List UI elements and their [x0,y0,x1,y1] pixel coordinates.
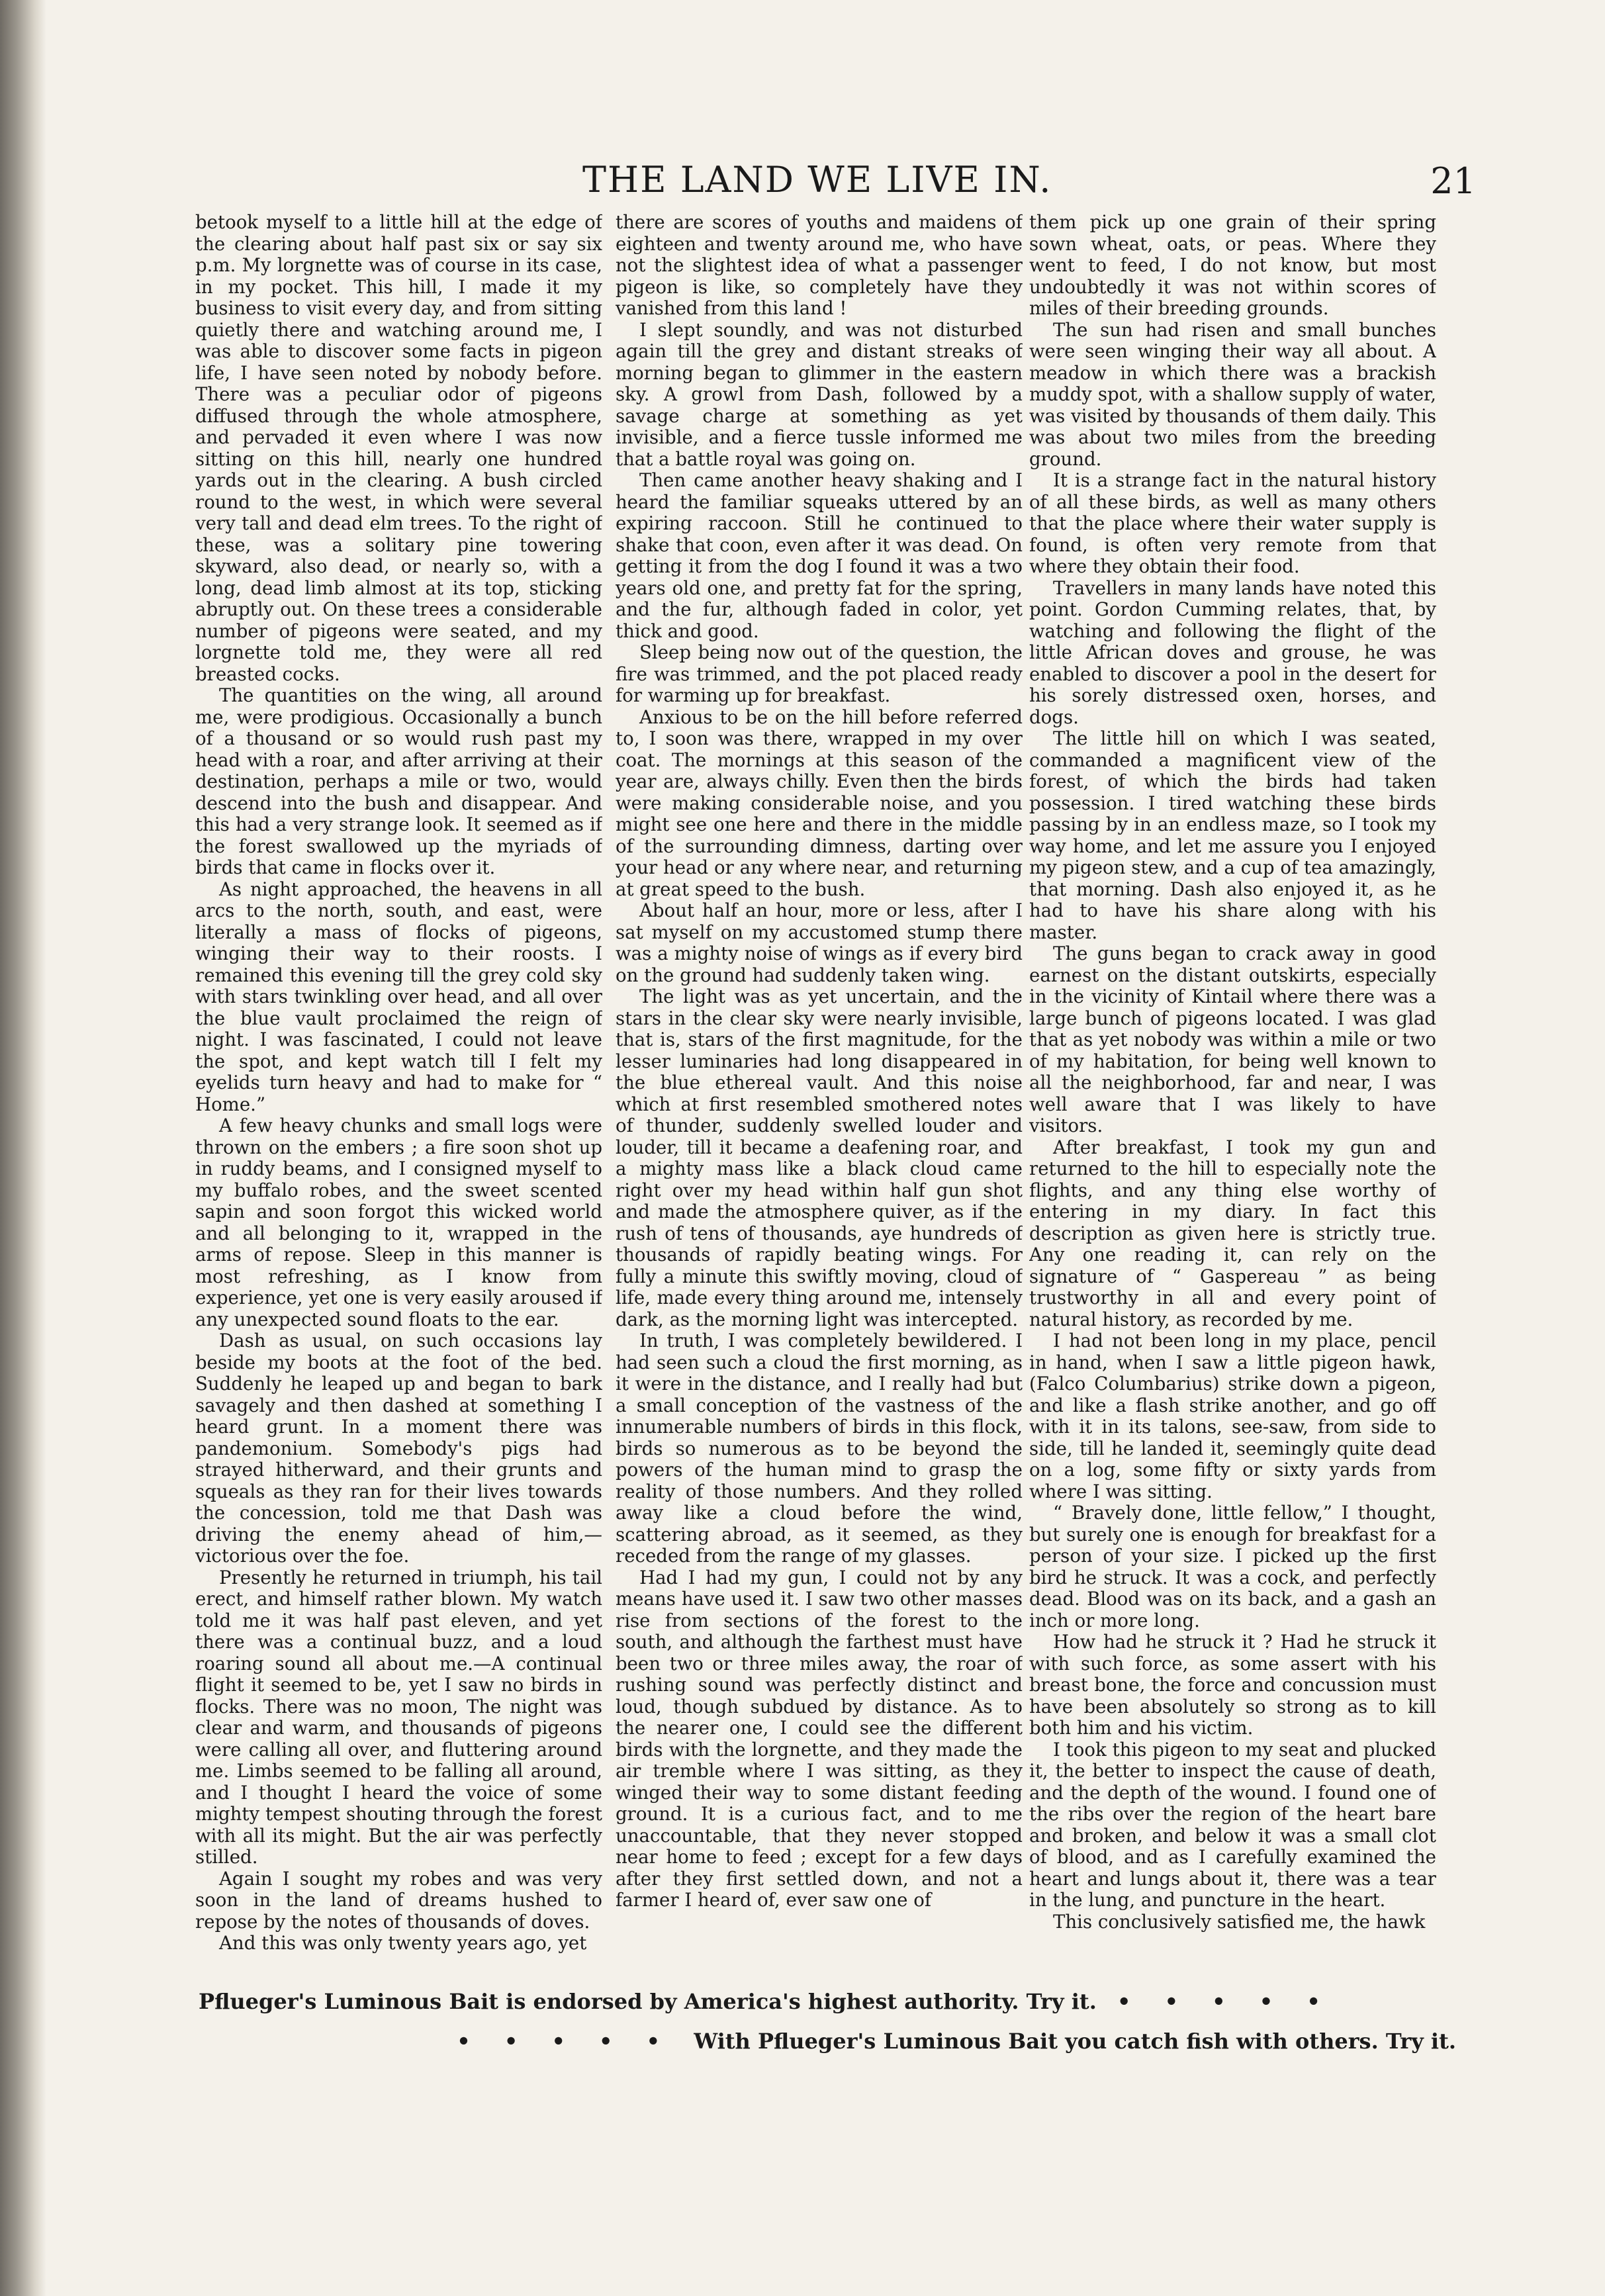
paragraph: A few heavy chunks and small logs were thrown on the embers ; a fire soon shot up in ruddy beams, and I consigned myself to my buffalo robes, and the sweet scented sapin and soon forgot this wicked world and all belonging to it, wrapped in the arms of repose. Sleep in this manner is most refreshing, as I know from experience, yet one is very easily aroused if any unexpected sound floats to the ear. [195,1115,602,1330]
separator-dots: • • • • • [457,2029,674,2054]
paragraph: Sleep being now out of the question, the fire was trimmed, and the pot placed ready for warming up for breakfast. [616,641,1023,706]
paragraph: Then came another heavy shaking and I heard the familiar squeaks uttered by an expiring raccoon. Still he continued to shake that coon, even after it was dead. On getting it from the dog I found it was a two years old one, and pretty fat for the spring, and the fur, although faded in color, yet thick and good. [616,469,1023,642]
paragraph: The little hill on which I was seated, commanded a magnificent view of the forest, of which the birds had taken possession. I tired watching these birds passing by in an endless maze, so I took my way home, and let me assure you I enjoyed my pigeon stew, and a cup of tea amazingly, that morning. Dash also enjoyed it, as he had to have his share along with his master. [1029,727,1436,943]
paragraph: them pick up one grain of their spring sown wheat, oats, or peas. Where they went to feed, I do not know, but most undoubtedly it was not within scores of miles of their breeding grounds. [1029,212,1436,319]
paragraph: Had I had my gun, I could not by any means have used it. I saw two other masses rise from sections of the forest to the south, and although the farthest must have been two or three miles away, the roar of rushing sound was perfectly distinct and loud, though subdued by distance. As to the nearer one, I could see the different birds with the lorgnette, and they made the air tremble where I was sitting, as they winged their way to some distant feeding ground. It is a curious fact, and to me unaccountable, that they never stopped near home to feed ; except for a few days after they first settled down, and not a farmer I heard of, ever saw one of [616,1566,1023,1911]
paragraph: How had he struck it ? Had he struck it with such force, as some assert with his breast bone, the force and concussion must have been absolutely so strong as to kill both him and his victim. [1029,1631,1436,1739]
paragraph: I slept soundly, and was not disturbed again till the grey and distant streaks of morning began to glimmer in the eastern sky. A growl from Dash, followed by a savage charge at something as yet invisible, and a fierce tussle informed me that a battle royal was going on. [616,318,1023,470]
paragraph: Presently he returned in triumph, his tail erect, and himself rather blown. My watch told me it was half past eleven, and yet there was a continual buzz, and a loud roaring sound all about me.—A continual flight it seemed to be, yet I saw no birds in flocks. There was no moon, The night was clear and warm, and thousands of pigeons were calling all over, and fluttering around me. Limbs seemed to be falling all around, and I thought I heard the voice of some mighty tempest shouting through the forest with all its might. But the air was perfectly stilled. [195,1566,602,1868]
advertisement-text-1: Pflueger's Luminous Bait is endorsed by America's highest authority. Try it. [199,1989,1097,2014]
paragraph: And this was only twenty years ago, yet [219,1932,587,1954]
paragraph: The light was as yet uncertain, and the stars in the clear sky were nearly invisible, that is, stars of the first magnitude, for the lesser luminaries had long disappeared in the blue ethereal vault. And this noise which at first resembled smothered notes of thunder, suddenly swelled louder and louder, till it became a deafening roar, and a mighty mass like a black cloud came right over my head within half gun shot and made the atmosphere quiver, as if the rush of tens of thousands, aye hundreds of thousands of rapidly beating wings. For fully a minute this swiftly moving, cloud of life, made every thing around me, intensely dark, as the morning light was intercepted. [616,986,1023,1330]
separator-dots: • • • • • [1117,1989,1334,2014]
paragraph: After breakfast, I took my gun and returned to the hill to especially note the flights, and any thing else worthy of entering in my diary. In fact this description as given here is strictly true. Any one reading it, can rely on the signature of “ Gaspereau ” as being trustworthy in all and every point of natural history, as recorded by me. [1029,1136,1436,1330]
paragraph: As night approached, the heavens in all arcs to the north, south, and east, were literally a mass of flocks of pigeons, winging their way to their roosts. I remained this evening till the grey cold sky with stars twinkling over head, and all over the blue vault proclaimed the reign of night. I was fascinated, I could not leave the spot, and kept watch till I felt my eyelids turn heavy and had to make for “ Home.” [195,878,602,1115]
advertisement-line-1 [199,1989,1456,2014]
paragraph: It is a strange fact in the natural history of all these birds, as well as many others that the place where their water supply is found, is often very remote from that where they obtain their food. [1029,469,1436,577]
paragraph: The sun had risen and small bunches were seen winging their way all about. A meadow in which there was a brackish muddy spot, with a shallow supply of water, was visited by thousands of them daily. This was about two miles from the breeding ground. [1029,318,1436,470]
advertisement-text-2: With Pflueger's Luminous Bait you catch fish with others. Try it. [694,2029,1456,2054]
paragraph: “ Bravely done, little fellow,” I thought, but surely one is enough for breakfast for a person of your size. I picked up the first bird he struck. It was a cock, and perfectly dead. Blood was on its back, and a gash an inch or more long. [1029,1502,1436,1631]
text-column-1 [195,212,602,1976]
paragraph: I had not been long in my place, pencil in hand, when I saw a little pigeon hawk, (Falco Columbarius) strike down a pigeon, and like a flash strike another, and go off with it in its talons, see-saw, from side to side, till he landed it, seemingly quite dead on a log, some fifty or sixty yards from where I was sitting. [1029,1330,1436,1502]
paragraph: The guns began to crack away in good earnest on the distant outskirts, especially in the vicinity of Kintail where there was a large bunch of pigeons located. I was glad that as yet nobody was within a mile or two of my habitation, for being well known to all the neighborhood, far and near, I was well aware that I was likely to have visitors. [1029,942,1436,1136]
paragraph: In truth, I was completely bewildered. I had seen such a cloud the first morning, as it were in the distance, and I really had but a small conception of the vastness of the innumerable numbers of birds in this flock, birds so numerous as to be beyond the powers of the human mind to grasp the reality of those numbers. And they rolled away like a cloud before the wind, scattering abroad, as it seemed, as they receded from the range of my glasses. [616,1330,1023,1567]
paragraph: This conclusively satisfied me, the hawk [1053,1910,1426,1933]
paragraph: Travellers in many lands have noted this point. Gordon Cumming relates, that, by watching and following the flight of the little African doves and grouse, he was enabled to discover a pool in the desert for his sorely distressed oxen, horses, and dogs. [1029,576,1436,728]
paragraph: I took this pigeon to my seat and plucked it, the better to inspect the cause of death, and the depth of the wound. I found one of the ribs over the region of the heart bare and broken, and below it was a small clot of blood, and as I carefully examined the heart and lungs about it, there was a tear in the lung, and puncture in the heart. [1029,1738,1436,1911]
paragraph: Anxious to be on the hill before referred to, I soon was there, wrapped in my over coat. The mornings at this season of the year are, always chilly. Even then the birds were making considerable noise, and you might see one here and there in the middle of the surrounding dimness, darting over your head or any where near, and returning at great speed to the bush. [616,706,1023,900]
paragraph: About half an hour, more or less, after I sat myself on my accustomed stump there was a mighty noise of wings as if every bird on the ground had suddenly taken wing. [616,899,1023,986]
text-column-2 [616,212,1023,1976]
page-binding-edge [0,0,46,2296]
running-title: THE LAND WE LIVE IN. [582,159,1052,201]
paragraph: betook myself to a little hill at the edge of the clearing about half past six or say six p.m. My lorgnette was of course in its case, in my pocket. This hill, I made it my business to visit every day, and from sitting quietly there and watching around me, I was able to discover some facts in pigeon life, I have seen noted by nobody before. There was a peculiar odor of pigeons diffused through the whole atmosphere, and pervaded it even where I was now sitting on this hill, nearly one hundred yards out in the clearing. A bush circled round to the west, in which were several very tall and dead elm trees. To the right of these, was a solitary pine towering skyward, also dead, or nearly so, with a long, dead limb almost at its top, sticking abruptly out. On these trees a considerable number of pigeons were seated, and my lorgnette told me, they were all red breasted cocks. [195,212,602,685]
page-header [199,152,1476,212]
text-column-3 [1029,212,1436,1976]
paragraph: Dash as usual, on such occasions lay beside my boots at the foot of the bed. Suddenly he leaped up and began to bark savagely and then dashed at something I heard grunt. In a moment there was pandemonium. Somebody's pigs had strayed hitherward, and their grunts and squeals as they ran for their lives towards the concession, told me that Dash was driving the enemy ahead of him,—victorious over the foe. [195,1330,602,1567]
page-number: 21 [1430,160,1476,202]
paragraph: The quantities on the wing, all around me, were prodigious. Occasionally a bunch of a thousand or so would rush past my head with a roar, and after arriving at their destination, perhaps a mile or two, would descend into the bush and disappear. And this had a very strange look. It seemed as if the forest swallowed up the myriads of birds that came in flocks over it. [195,684,602,878]
paragraph: there are scores of youths and maidens of eighteen and twenty around me, who have not the slightest idea of what a passenger pigeon is like, so completely have they vanished from this land ! [616,212,1023,319]
paragraph: Again I sought my robes and was very soon in the land of dreams hushed to repose by the notes of thousands of doves. [195,1867,602,1933]
advertisement-line-2 [199,2029,1456,2054]
